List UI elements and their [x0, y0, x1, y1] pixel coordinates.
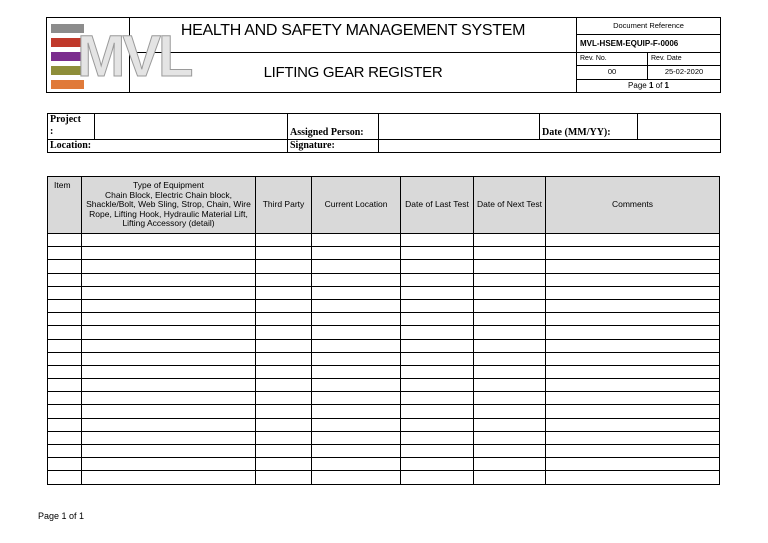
register-row [48, 418, 720, 431]
project-field[interactable] [95, 114, 288, 140]
register-cell[interactable] [546, 352, 720, 365]
register-cell[interactable] [312, 445, 401, 458]
register-cell[interactable] [48, 326, 82, 339]
register-cell[interactable] [546, 458, 720, 471]
register-cell[interactable] [546, 445, 720, 458]
register-cell[interactable] [256, 418, 312, 431]
column-header-date-of-last-test: Date of Last Test [401, 177, 474, 234]
register-cell[interactable] [312, 405, 401, 418]
register-cell[interactable] [401, 313, 474, 326]
register-cell[interactable] [474, 471, 546, 484]
register-row [48, 286, 720, 299]
register-cell[interactable] [82, 313, 256, 326]
rev-date-value: 25-02-2020 [648, 65, 721, 79]
register-row [48, 299, 720, 312]
register-cell[interactable] [474, 352, 546, 365]
register-cell[interactable] [256, 286, 312, 299]
register-cell[interactable] [312, 286, 401, 299]
register-cell[interactable] [474, 234, 546, 247]
register-cell[interactable] [401, 445, 474, 458]
register-cell[interactable] [48, 352, 82, 365]
register-cell[interactable] [312, 431, 401, 444]
rev-date-label: Rev. Date [648, 53, 721, 65]
register-cell[interactable] [474, 339, 546, 352]
register-cell[interactable] [256, 379, 312, 392]
register-cell[interactable] [312, 273, 401, 286]
register-cell[interactable] [82, 458, 256, 471]
register-cell[interactable] [401, 339, 474, 352]
document-title: LIFTING GEAR REGISTER [130, 53, 577, 93]
column-header-current-location: Current Location [312, 177, 401, 234]
register-cell[interactable] [256, 471, 312, 484]
register-cell[interactable] [401, 471, 474, 484]
register-cell[interactable] [48, 379, 82, 392]
register-cell[interactable] [546, 326, 720, 339]
register-cell[interactable] [401, 273, 474, 286]
register-cell[interactable] [48, 260, 82, 273]
type-of-equipment-examples: Chain Block, Electric Chain block, Shackle/Bolt, Web Sling, Strop, Chain, Wire Rope, Lifting Hook, Hydraulic Material Lift, Lifting Accessory (detail) [86, 189, 251, 229]
register-cell[interactable] [256, 234, 312, 247]
register-cell[interactable] [256, 313, 312, 326]
register-cell[interactable] [82, 365, 256, 378]
register-cell[interactable] [82, 260, 256, 273]
register-cell[interactable] [82, 247, 256, 260]
register-cell[interactable] [48, 313, 82, 326]
document-header [46, 17, 721, 93]
register-cell[interactable] [312, 260, 401, 273]
company-logo [51, 21, 191, 91]
register-cell[interactable] [82, 273, 256, 286]
register-cell[interactable] [546, 247, 720, 260]
register-cell[interactable] [474, 299, 546, 312]
footer-page-number: Page 1 of 1 [38, 511, 85, 521]
rev-no-value: 00 [577, 65, 648, 79]
register-cell[interactable] [546, 418, 720, 431]
column-header-type-of-equipment [82, 177, 256, 234]
register-cell[interactable] [312, 418, 401, 431]
register-cell[interactable] [546, 392, 720, 405]
register-cell[interactable] [474, 431, 546, 444]
type-of-equipment-title: Type of Equipment [133, 180, 204, 191]
register-cell[interactable] [312, 234, 401, 247]
register-cell[interactable] [82, 352, 256, 365]
register-cell[interactable] [82, 471, 256, 484]
register-cell[interactable] [48, 299, 82, 312]
register-cell[interactable] [256, 299, 312, 312]
register-cell[interactable] [82, 405, 256, 418]
register-cell[interactable] [312, 352, 401, 365]
register-cell[interactable] [256, 339, 312, 352]
register-cell[interactable] [474, 273, 546, 286]
register-cell[interactable] [546, 313, 720, 326]
register-cell[interactable] [312, 365, 401, 378]
register-row [48, 247, 720, 260]
register-row [48, 405, 720, 418]
project-colon: : [50, 126, 54, 137]
register-cell[interactable] [474, 379, 546, 392]
register-cell[interactable] [48, 418, 82, 431]
register-cell[interactable] [401, 299, 474, 312]
register-cell[interactable] [474, 313, 546, 326]
register-cell[interactable] [82, 418, 256, 431]
register-cell[interactable] [48, 234, 82, 247]
register-cell[interactable] [256, 431, 312, 444]
register-cell[interactable] [48, 458, 82, 471]
register-header-row [48, 177, 720, 234]
assigned-person-field[interactable] [379, 114, 540, 140]
register-cell[interactable] [312, 247, 401, 260]
register-cell[interactable] [401, 379, 474, 392]
page-indicator [577, 79, 721, 92]
register-row [48, 234, 720, 247]
register-cell[interactable] [474, 458, 546, 471]
register-cell[interactable] [256, 458, 312, 471]
lifting-gear-register-table [47, 176, 720, 485]
register-cell[interactable] [312, 299, 401, 312]
page-of: of [653, 81, 665, 91]
register-row [48, 445, 720, 458]
register-cell[interactable] [546, 405, 720, 418]
register-row [48, 379, 720, 392]
project-info-table [47, 113, 721, 153]
register-cell[interactable] [312, 471, 401, 484]
project-label-cell [48, 114, 95, 140]
register-cell[interactable] [546, 431, 720, 444]
register-cell[interactable] [474, 445, 546, 458]
register-cell[interactable] [312, 392, 401, 405]
column-header-item: Item [48, 177, 82, 234]
page-prefix: Page [628, 81, 649, 91]
register-row [48, 352, 720, 365]
register-cell[interactable] [82, 299, 256, 312]
signature-field[interactable] [379, 139, 721, 152]
register-cell[interactable] [256, 392, 312, 405]
register-cell[interactable] [82, 286, 256, 299]
register-cell[interactable] [401, 365, 474, 378]
register-cell[interactable] [474, 286, 546, 299]
register-cell[interactable] [256, 326, 312, 339]
register-row [48, 458, 720, 471]
register-cell[interactable] [82, 326, 256, 339]
register-row [48, 313, 720, 326]
register-cell[interactable] [256, 365, 312, 378]
register-row [48, 471, 720, 484]
register-cell[interactable] [312, 313, 401, 326]
register-cell[interactable] [546, 471, 720, 484]
project-label: Project [50, 114, 81, 125]
register-cell[interactable] [546, 379, 720, 392]
register-cell[interactable] [256, 352, 312, 365]
register-cell[interactable] [82, 234, 256, 247]
register-cell[interactable] [474, 405, 546, 418]
register-cell[interactable] [401, 405, 474, 418]
register-cell[interactable] [401, 431, 474, 444]
register-cell[interactable] [401, 352, 474, 365]
column-header-comments: Comments [546, 177, 720, 234]
register-cell[interactable] [48, 405, 82, 418]
register-cell[interactable] [474, 365, 546, 378]
assigned-person-label: Assigned Person: [288, 114, 379, 140]
register-cell[interactable] [401, 260, 474, 273]
register-cell[interactable] [401, 234, 474, 247]
page-current: 1 [648, 81, 654, 91]
register-cell[interactable] [82, 392, 256, 405]
register-cell[interactable] [82, 379, 256, 392]
register-cell[interactable] [48, 247, 82, 260]
register-cell[interactable] [401, 326, 474, 339]
date-field[interactable] [638, 114, 721, 140]
register-cell[interactable] [312, 458, 401, 471]
rev-no-label: Rev. No. [577, 53, 648, 65]
register-cell[interactable] [48, 365, 82, 378]
register-cell[interactable] [401, 247, 474, 260]
register-row [48, 273, 720, 286]
column-header-date-of-next-test: Date of Next Test [474, 177, 546, 234]
register-cell[interactable] [48, 471, 82, 484]
register-cell[interactable] [546, 365, 720, 378]
register-row [48, 431, 720, 444]
register-cell[interactable] [546, 286, 720, 299]
register-body [48, 234, 720, 485]
register-cell[interactable] [312, 379, 401, 392]
register-cell[interactable] [48, 445, 82, 458]
register-cell[interactable] [474, 247, 546, 260]
date-label: Date (MM/YY): [540, 114, 638, 140]
signature-label: Signature: [288, 139, 379, 152]
register-row [48, 392, 720, 405]
register-cell[interactable] [48, 286, 82, 299]
register-row [48, 339, 720, 352]
register-cell[interactable] [82, 339, 256, 352]
register-cell[interactable] [474, 326, 546, 339]
register-cell[interactable] [256, 247, 312, 260]
register-cell[interactable] [82, 445, 256, 458]
doc-reference-label: Document Reference [577, 18, 721, 35]
register-cell[interactable] [546, 260, 720, 273]
system-title: HEALTH AND SAFETY MANAGEMENT SYSTEM [130, 18, 577, 53]
register-cell[interactable] [256, 273, 312, 286]
register-cell[interactable] [546, 273, 720, 286]
register-cell[interactable] [546, 339, 720, 352]
location-label: Location: [48, 139, 288, 152]
register-cell[interactable] [474, 418, 546, 431]
register-cell[interactable] [474, 392, 546, 405]
register-cell[interactable] [48, 431, 82, 444]
page-total: 1 [664, 81, 669, 91]
register-cell[interactable] [82, 431, 256, 444]
register-cell[interactable] [474, 260, 546, 273]
column-header-third-party: Third Party [256, 177, 312, 234]
register-row [48, 260, 720, 273]
register-cell[interactable] [48, 392, 82, 405]
register-row [48, 365, 720, 378]
register-cell[interactable] [256, 445, 312, 458]
register-cell[interactable] [48, 273, 82, 286]
register-row [48, 326, 720, 339]
register-cell[interactable] [312, 339, 401, 352]
register-cell[interactable] [256, 405, 312, 418]
register-cell[interactable] [401, 458, 474, 471]
logo-text: MVL [77, 24, 191, 89]
register-cell[interactable] [401, 392, 474, 405]
doc-reference-value: MVL-HSEM-EQUIP-F-0006 [577, 35, 721, 53]
register-cell[interactable] [546, 299, 720, 312]
logo-cell [47, 18, 191, 93]
register-cell[interactable] [312, 326, 401, 339]
register-cell[interactable] [256, 260, 312, 273]
register-cell[interactable] [401, 286, 474, 299]
register-cell[interactable] [48, 339, 82, 352]
register-cell[interactable] [401, 418, 474, 431]
register-cell[interactable] [546, 234, 720, 247]
